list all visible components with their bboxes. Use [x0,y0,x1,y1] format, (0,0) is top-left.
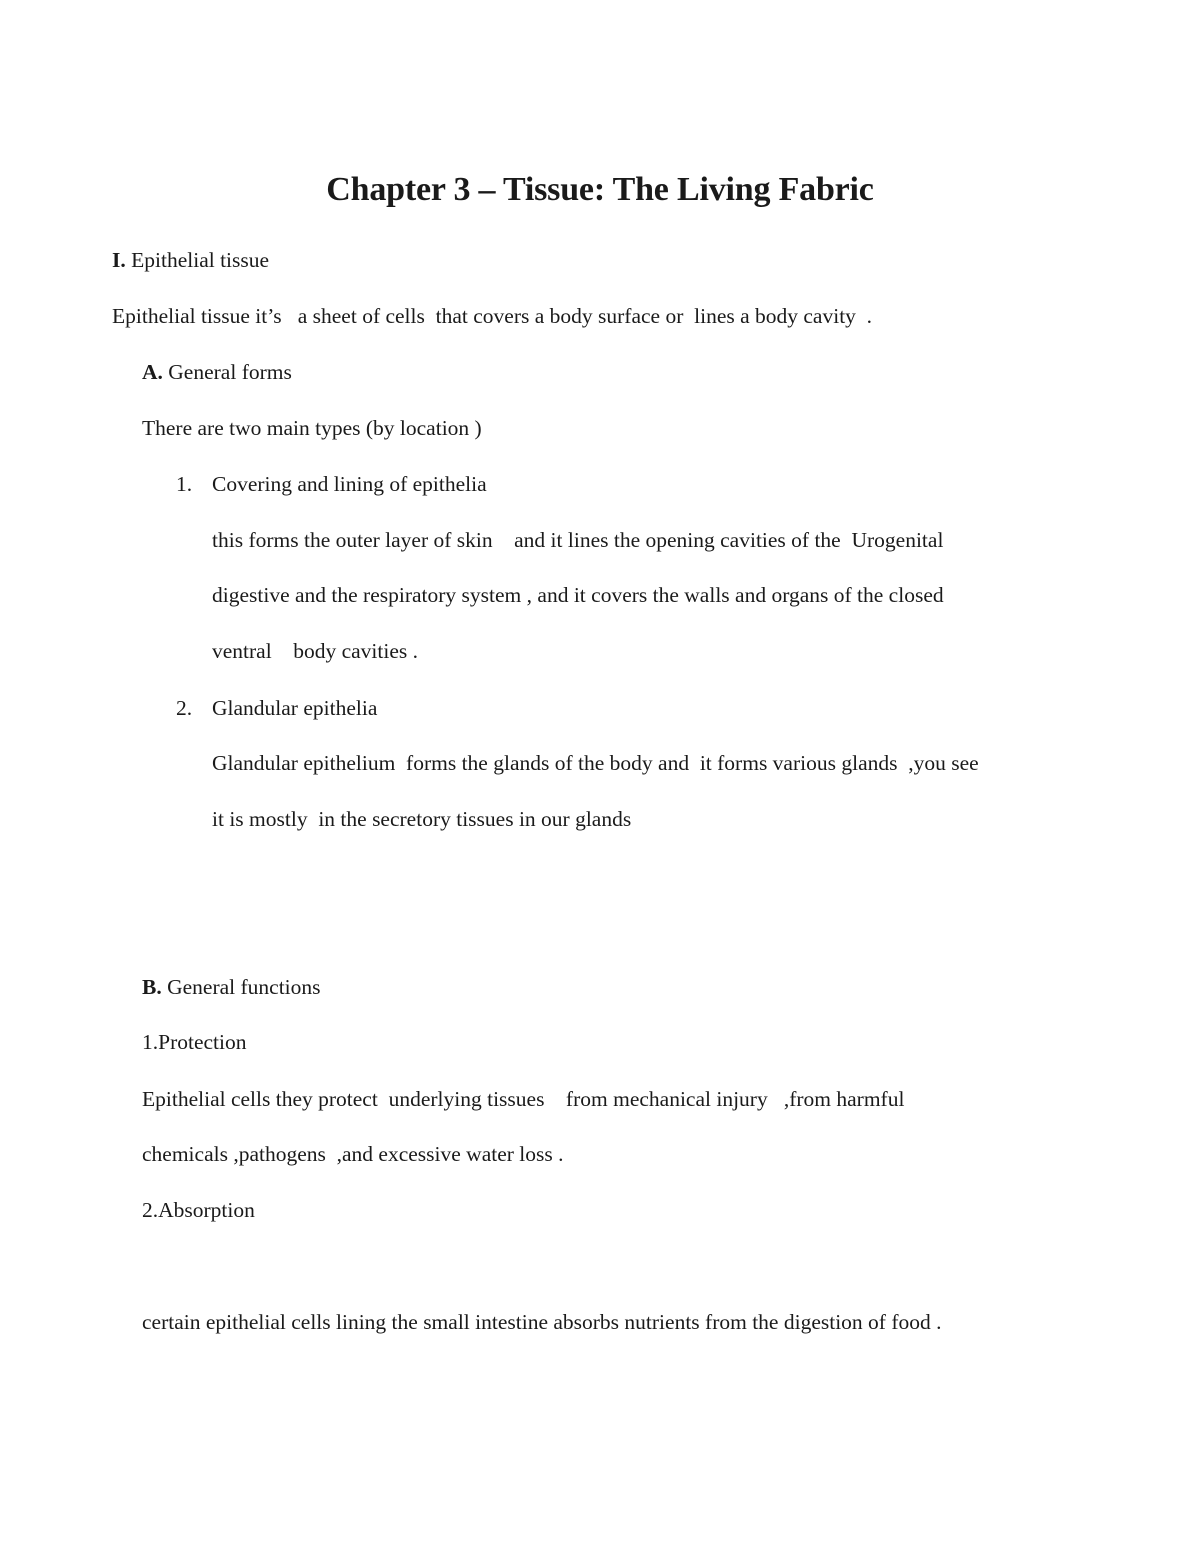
protection-heading: 1.Protection [142,1030,247,1054]
subsection-marker-b: B. [142,975,162,999]
list-item-heading-covering: Covering and lining of epithelia [212,472,487,496]
protection-text-line-1: Epithelial cells they protect underlying tissues from mechanical injury ,from harmful [142,1087,905,1111]
types-intro: There are two main types (by location ) [142,416,482,440]
covering-text-line-3: ventral body cavities . [212,639,418,663]
absorption-text: certain epithelial cells lining the small intestine absorbs nutrients from the digestion of food . [142,1310,942,1334]
glandular-text-line-1: Glandular epithelium forms the glands of the body and it forms various glands ,you see [212,751,979,775]
list-item-heading-glandular: Glandular epithelia [212,696,378,720]
subsection-heading-text: General forms [162,360,292,384]
absorption-heading: 2.Absorption [142,1198,255,1222]
subsection-heading-text: General functions [161,975,321,999]
list-number-1: 1. [176,472,193,496]
section-marker: I. [112,248,126,272]
glandular-text-line-2: it is mostly in the secretory tissues in our glands [212,807,632,831]
definition-paragraph: Epithelial tissue it’s a sheet of cells that covers a body surface or lines a body cavity . [112,304,873,328]
subsection-heading-general-functions [142,973,321,1001]
protection-text-line-2: chemicals ,pathogens ,and excessive water loss . [142,1142,564,1166]
section-heading-text: Epithelial tissue [125,248,270,272]
covering-text-line-2: digestive and the respiratory system , and it covers the walls and organs of the closed [212,583,944,607]
covering-text-line-1: this forms the outer layer of skin and it lines the opening cavities of the Urogenital [212,528,944,552]
chapter-title: Chapter 3 – Tissue: The Living Fabric [326,171,874,208]
subsection-marker-a: A. [142,360,163,384]
list-number-2: 2. [176,696,193,720]
section-heading-epithelial [112,246,269,274]
subsection-heading-general-forms [142,358,292,386]
